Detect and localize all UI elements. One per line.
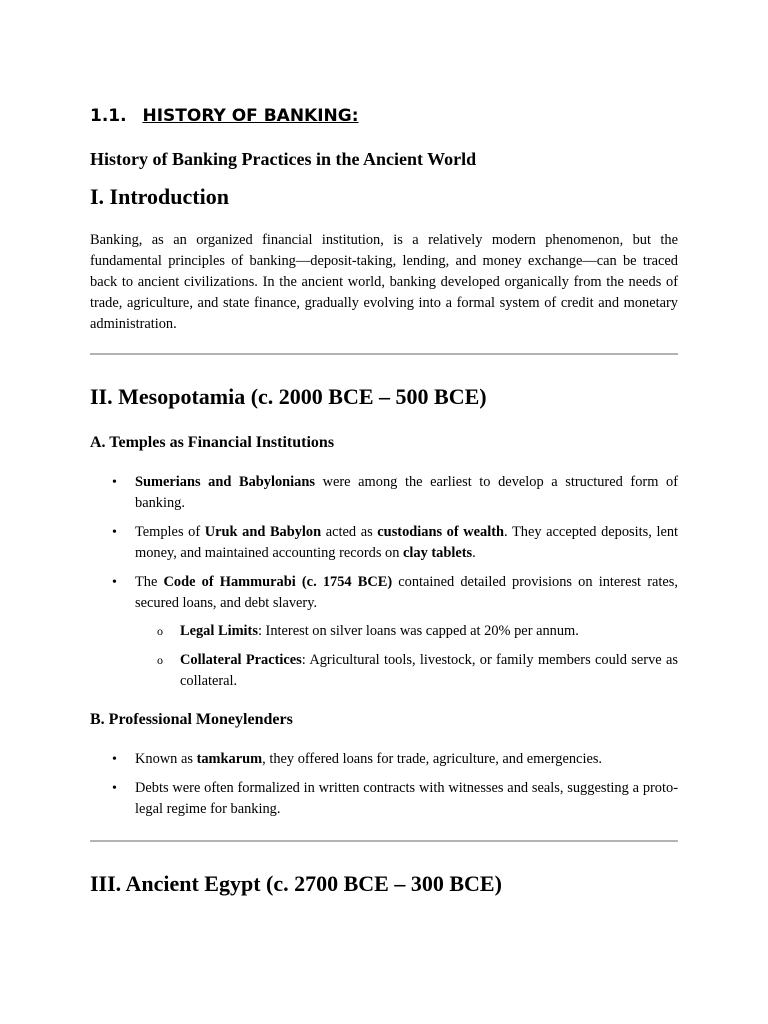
list-item: [90, 778, 678, 820]
temples-bullet-list: [90, 472, 678, 692]
list-item-text: .: [472, 545, 476, 561]
section-heading: [90, 100, 678, 132]
moneylenders-bullet-list: [90, 749, 678, 820]
list-item: [90, 522, 678, 564]
hammurabi-sub-list: [135, 621, 678, 692]
document-title: History of Banking Practices in the Ancient World: [90, 149, 477, 169]
bold-text: tamkarum: [196, 751, 263, 767]
bullet-icon: •: [112, 525, 117, 540]
list-item-text: , they offered loans for trade, agriculture, and emergencies.: [262, 751, 603, 767]
intro-heading: I. Introduction: [90, 184, 229, 209]
bold-text: clay tablets: [403, 545, 473, 561]
bold-text: Collateral Practices: [180, 652, 302, 668]
list-item-text: The: [135, 574, 164, 590]
list-item: [90, 472, 678, 514]
list-item-text: Temples of: [135, 524, 205, 540]
bullet-icon: •: [112, 752, 117, 767]
list-item-text: . They accepted deposits, lent money, and maintained accounting records on: [135, 524, 679, 561]
bullet-icon: •: [112, 575, 117, 590]
list-item-text: Debts were often formalized in written contracts with witnesses and seals, suggesting a proto-legal regime for banking.: [135, 780, 678, 817]
sub-list-item: [135, 621, 678, 642]
bold-text: Legal Limits: [180, 623, 258, 639]
bold-text: Code of Hammurabi (c. 1754 BCE): [163, 574, 393, 590]
list-item-text: acted as: [321, 524, 378, 540]
sub-list-item: [135, 650, 678, 692]
section-number: 1.1.: [90, 106, 127, 126]
bullet-icon: •: [112, 475, 117, 490]
bold-text: Uruk and Babylon: [204, 524, 322, 540]
section-title: HISTORY OF BANKING:: [142, 106, 359, 126]
list-item-text: Known as: [135, 751, 197, 767]
bullet-icon: •: [112, 781, 117, 796]
section-divider: [90, 840, 678, 842]
section-divider: [90, 353, 678, 355]
bold-text: Sumerians and Babylonians: [135, 474, 315, 490]
list-item-text: : Interest on silver loans was capped at 20% per annum.: [257, 623, 579, 639]
list-item: [90, 749, 678, 770]
circle-bullet-icon: o: [157, 624, 163, 638]
circle-bullet-icon: o: [157, 653, 163, 667]
document-content: [90, 100, 678, 898]
bold-text: custodians of wealth: [377, 524, 505, 540]
list-item: [90, 572, 678, 692]
list-item-text: : Agricultural tools, livestock, or family members could serve as collateral.: [180, 652, 678, 689]
list-item-text: were among the earliest to develop a structured form of banking.: [135, 474, 678, 511]
mesopotamia-heading: II. Mesopotamia (c. 2000 BCE – 500 BCE): [90, 384, 487, 409]
temples-subheading: A. Temples as Financial Institutions: [90, 434, 335, 451]
intro-paragraph: Banking, as an organized financial institution, is a relatively modern phenomenon, but the fundamental principles of banking—deposit-taking, lending, and money exchange—can be traced back to ancient civilizations. In the ancient world, banking developed organically from the needs of trade, agriculture, and state finance, gradually evolving into a formal system of credit and monetary administration.: [90, 232, 678, 332]
list-item-text: contained detailed provisions on interest rates, secured loans, and debt slavery.: [135, 574, 678, 611]
egypt-heading: III. Ancient Egypt (c. 2700 BCE – 300 BCE): [90, 871, 502, 896]
moneylenders-subheading: B. Professional Moneylenders: [90, 711, 293, 728]
